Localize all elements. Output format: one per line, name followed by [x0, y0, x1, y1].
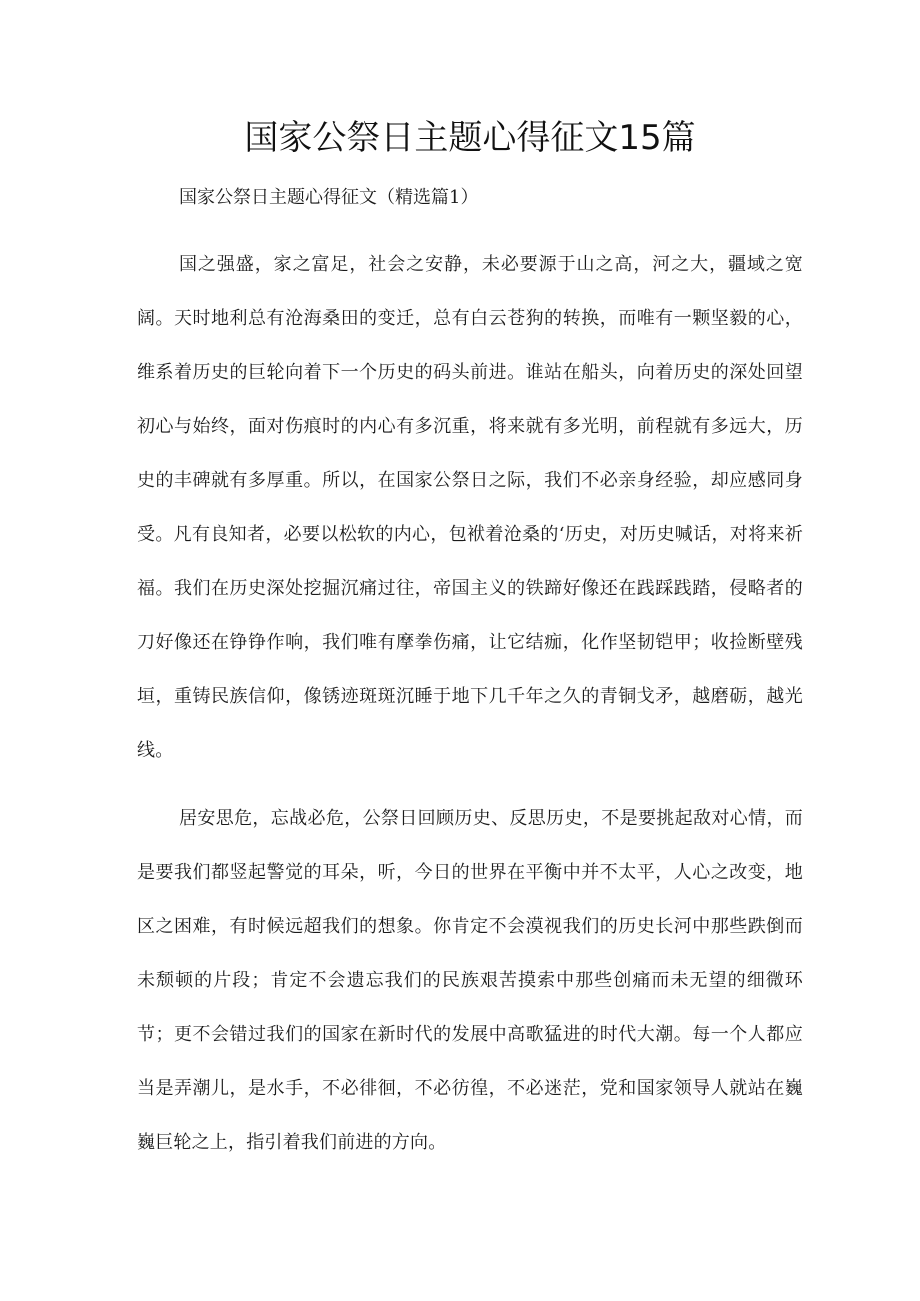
paragraph-2: 居安思危，忘战必危，公祭日回顾历史、反思历史，不是要挑起敌对心情，而是要我们都竖起警觉的耳朵，听，今日的世界在平衡中并不太平，人心之改变，地区之困难，有时候远超我们的想象。你肯定不会漠视我们的历史长河中那些跌倒而未颓顿的片段；肯定不会遗忘我们的民族艰苦摸索中那些创痛而未无望的细微环节；更不会错过我们的国家在新时代的发展中高歌猛进的时代大潮。每一个人都应当是弄潮儿，是水手，不必徘徊，不必彷徨，不必迷茫，党和国家领导人就站在巍巍巨轮之上，指引着我们前进的方向。 [137, 808, 803, 1153]
document-title: 国家公祭日主题心得征文15篇 [244, 118, 696, 158]
section-label: 国家公祭日主题心得征文（精选篇1） [179, 187, 479, 208]
paragraph-1: 国之强盛，家之富足，社会之安静，未必要源于山之高，河之大，疆域之宽阔。天时地利总有沧海桑田的变迁，总有白云苍狗的转换，而唯有一颗坚毅的心，维系着历史的巨轮向着下一个历史的码头前进。谁站在船头，向着历史的深处回望初心与始终，面对伤痕时的内心有多沉重，将来就有多光明，前程就有多远大，历史的丰碑就有多厚重。所以，在国家公祭日之际，我们不必亲身经验，却应感同身受。凡有良知者，必要以松软的内心，包袱着沧桑的‘历史，对历史喊话，对将来祈福。我们在历史深处挖掘沉痛过往，帝国主义的铁蹄好像还在践踩践踏，侵略者的刀好像还在铮铮作响，我们唯有摩拳伤痛，让它结痂，化作坚韧铠甲；收捡断壁残垣，重铸民族信仰，像锈迹斑斑沉睡于地下几千年之久的青铜戈矛，越磨砺，越光线。 [137, 254, 803, 761]
